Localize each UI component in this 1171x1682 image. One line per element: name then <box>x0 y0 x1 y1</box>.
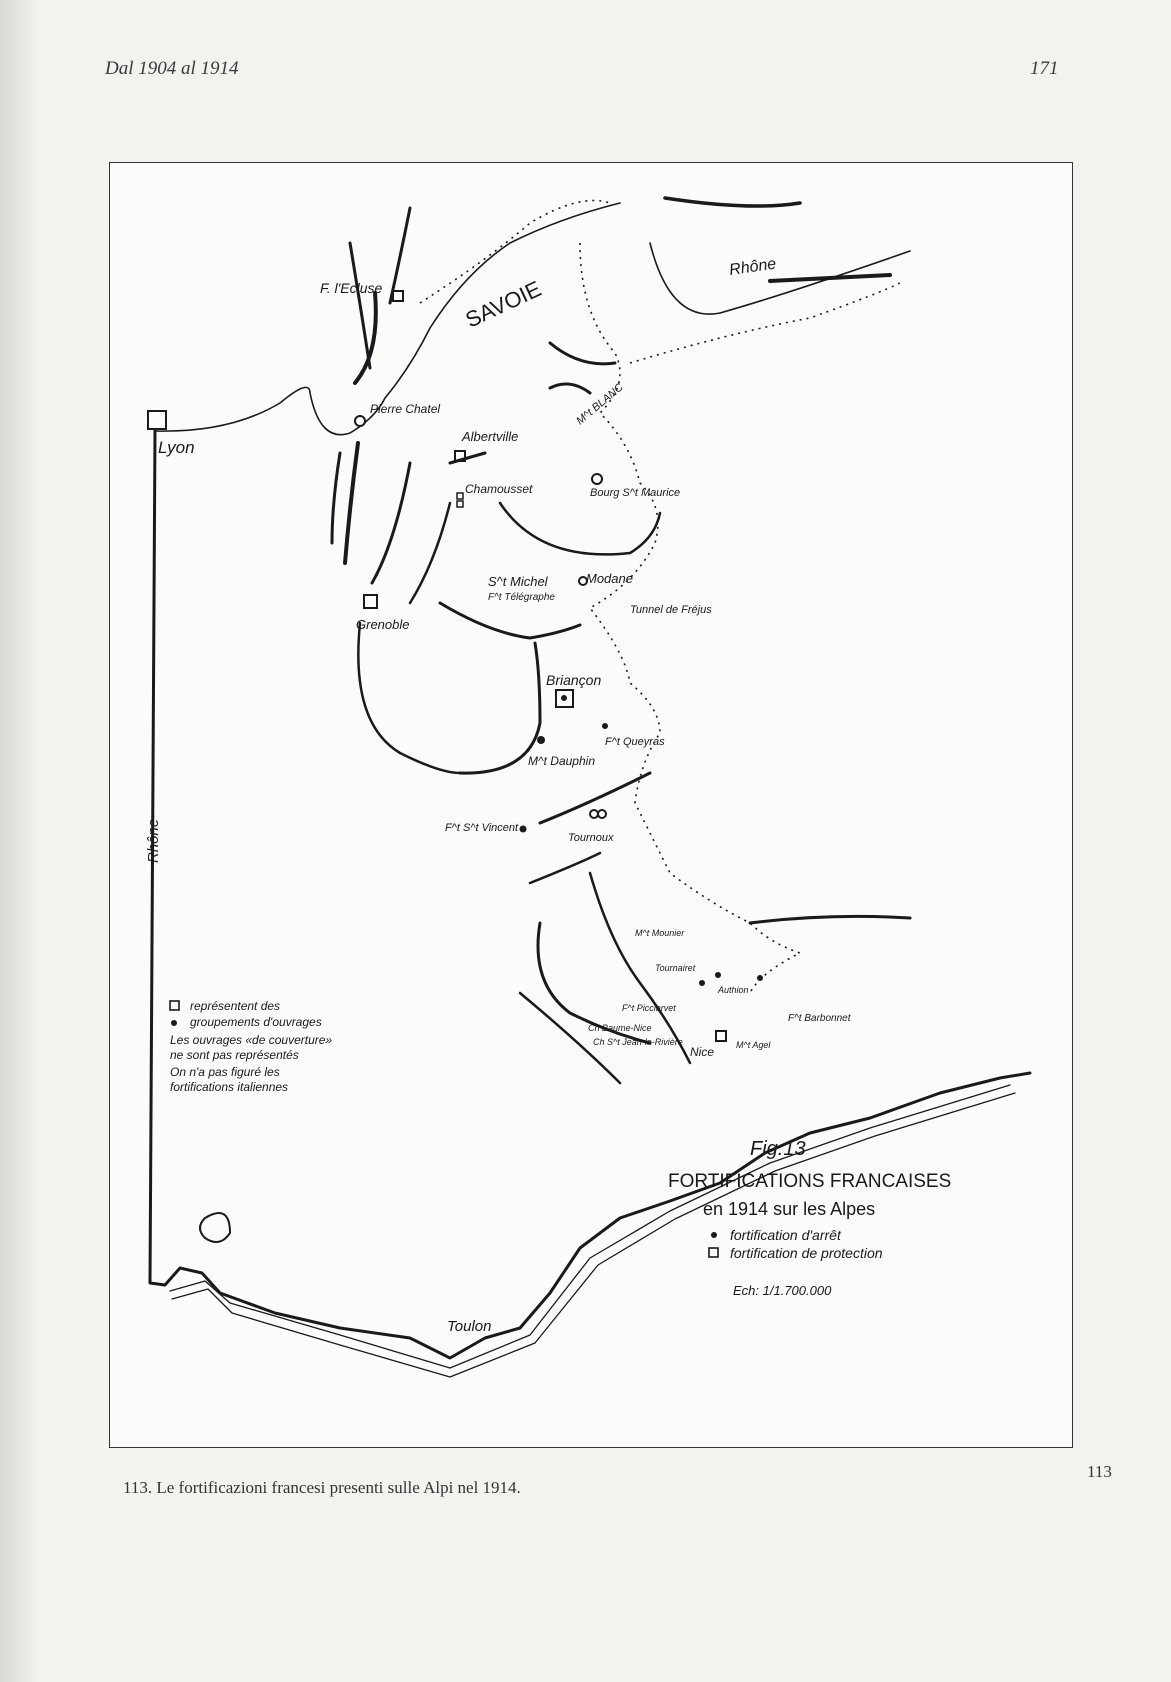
label-mt-dauphin: M^t Dauphin <box>528 754 595 768</box>
label-grenoble: Grenoble <box>356 617 410 632</box>
prealps-ridge-4 <box>410 503 450 603</box>
map-scale: Ech: 1/1.700.000 <box>733 1283 832 1298</box>
coast-outline-inner <box>170 1085 1010 1368</box>
label-ft-queyras: F^t Queyras <box>605 736 665 748</box>
mont-blanc-ridge <box>550 343 615 364</box>
label-briancon: Briançon <box>546 672 602 688</box>
label-bourg-st-maurice: Bourg S^t Maurice <box>590 487 681 499</box>
label-st-michel: S^t Michel <box>488 574 548 589</box>
note-line-6: fortifications italiennes <box>170 1080 289 1094</box>
map-subtitle: en 1914 sur les Alpes <box>703 1199 876 1219</box>
map-title: FORTIFICATIONS FRANCAISES <box>668 1171 952 1192</box>
note-line-3: Les ouvrages «de couverture» <box>170 1033 333 1047</box>
legend-dot-icon <box>711 1232 717 1238</box>
note-line-4: ne sont pas représentés <box>170 1048 299 1062</box>
label-tournairet: Tournairet <box>655 963 696 973</box>
fortifications-map <box>110 163 1074 1449</box>
note-line-1: représentent des <box>190 999 281 1013</box>
label-lyon: Lyon <box>158 438 195 457</box>
jura-ridge-3 <box>350 243 370 368</box>
note-dot-icon <box>171 1020 177 1026</box>
label-mt-agel: M^t Agel <box>736 1040 771 1050</box>
figure-number: 113 <box>1087 1462 1112 1481</box>
label-ch-st-jean: Ch S^t Jean-la-Rivière <box>593 1037 683 1047</box>
label-ft-st-vincent: F^t S^t Vincent <box>445 822 519 834</box>
page-number: 171 <box>1030 58 1059 79</box>
label-f-ecluse: F. l'Ecluse <box>320 280 383 296</box>
savoie-ridge <box>550 384 590 393</box>
st-vincent-ridge <box>540 773 650 823</box>
label-rhone-west: Rhône <box>145 818 162 863</box>
maurienne-ridge <box>440 603 580 638</box>
legend-square-icon <box>709 1248 718 1257</box>
grenoble-ridge <box>358 623 460 773</box>
lyon-square <box>148 411 166 429</box>
jura-ridge-2 <box>390 208 410 303</box>
prealps-ridge-1 <box>345 443 358 563</box>
running-title: Dal 1904 al 1914 <box>105 58 239 79</box>
coast-outline-inner2 <box>172 1093 1015 1377</box>
note-square-icon <box>170 1001 179 1010</box>
roya-ridge <box>750 916 910 923</box>
legend-dot-label: fortification d'arrêt <box>730 1227 841 1243</box>
figure-caption: 113. Le fortificazioni francesi presenti sulle Alpi nel 1914. <box>123 1478 521 1497</box>
map-figure <box>109 162 1073 1448</box>
label-mt-mounier: M^t Mounier <box>635 928 685 938</box>
label-chamousset: Chamousset <box>465 482 533 496</box>
label-nice: Nice <box>690 1045 715 1059</box>
label-tunnel-frejus: Tunnel de Fréjus <box>630 604 712 616</box>
page-gutter-shadow <box>0 0 38 1682</box>
label-savoie: SAVOIE <box>461 275 545 333</box>
rhone-river <box>155 203 620 435</box>
etang-de-berre <box>200 1213 230 1242</box>
tournoux-ridge <box>530 853 600 883</box>
label-tournoux: Tournoux <box>568 832 614 844</box>
label-authion: Authion <box>718 985 749 995</box>
label-rhone-north: Rhône <box>728 255 778 279</box>
note-line-2: groupements d'ouvrages <box>190 1015 322 1029</box>
bourg-ridge <box>500 503 660 554</box>
label-ft-picciarvet: F^t Picciarvet <box>622 1003 676 1013</box>
note-line-5: On n'a pas figuré les <box>170 1065 280 1079</box>
label-ft-telegraphe: F^t Télégraphe <box>488 592 555 603</box>
label-ft-barbonnet: F^t Barbonnet <box>788 1013 851 1024</box>
prealps-ridge-3 <box>372 463 410 583</box>
label-pierre-chatel: Pierre Chatel <box>370 402 441 416</box>
label-ch-baume-nice: Ch Baume-Nice <box>588 1023 652 1033</box>
label-modane: Modane <box>586 571 633 586</box>
swiss-border <box>630 283 900 363</box>
italian-border <box>580 243 800 993</box>
label-albertville: Albertville <box>462 429 519 444</box>
upper-ridge <box>665 198 800 206</box>
legend-square-label: fortification de protection <box>730 1245 883 1261</box>
swiss-ridge <box>770 275 890 281</box>
prealps-ridge-2 <box>332 453 340 543</box>
label-mt-blanc: M^t BLANC <box>574 381 626 428</box>
label-toulon: Toulon <box>447 1318 492 1335</box>
fig-number-label: Fig.13 <box>750 1138 806 1160</box>
